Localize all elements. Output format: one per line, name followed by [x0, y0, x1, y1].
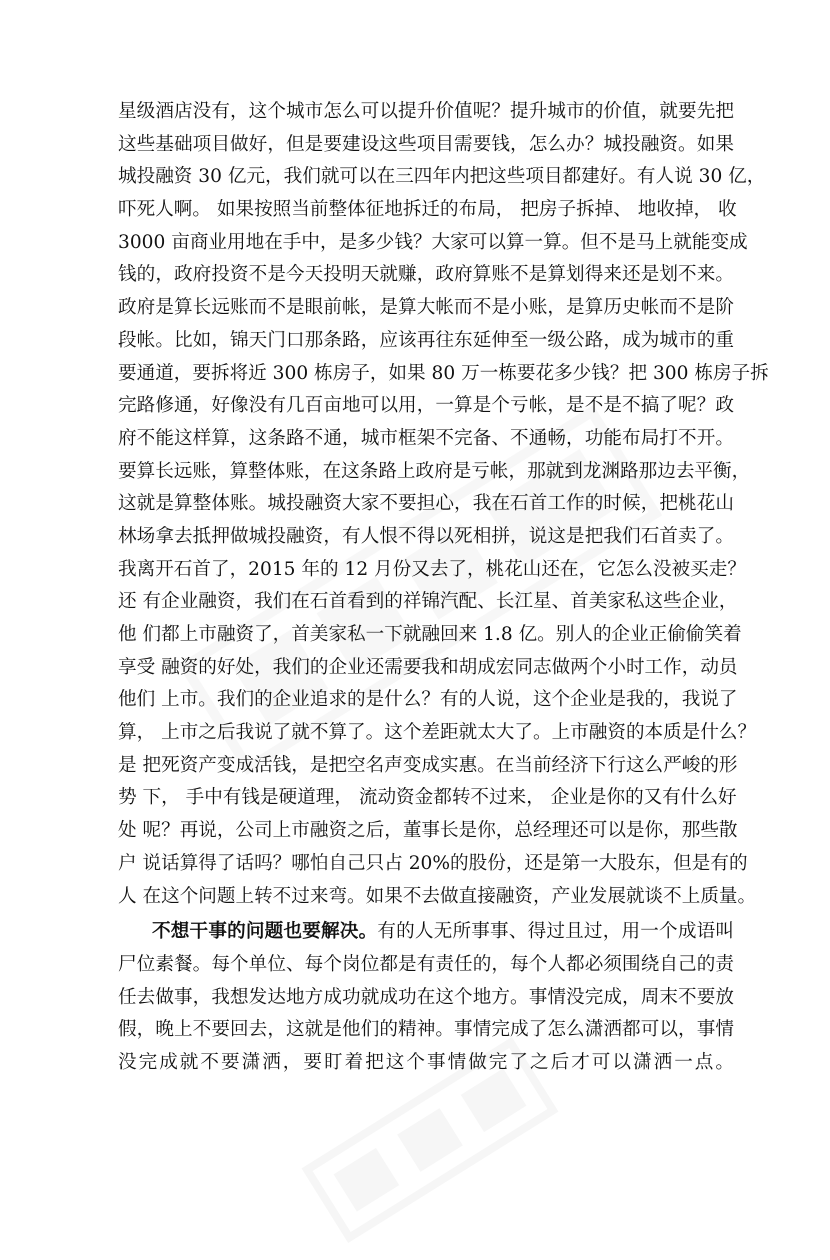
text-line: 没完成就不要潇洒，要盯着把这个事情做完了之后才可以潇洒一点。: [118, 1051, 734, 1073]
text-line: 假，晚上不要回去，这就是他们的精神。事情完成了怎么潇洒都可以，事情: [118, 1019, 734, 1041]
text-line: 这就是算整体账。城投融资大家不要担心，我在石首工作的时候，把桃花山: [118, 493, 734, 515]
text-line: 是 把死资产变成活钱，是把空名声变成实惠。在当前经济下行这么严峻的形: [118, 754, 738, 776]
text-line: 星级酒店没有，这个城市怎么可以提升价值呢？提升城市的价值，就要先把: [118, 101, 734, 122]
text-line: 城投融资 30 亿元，我们就可以在三四年内把这些项目都建好。有人说 30 亿，: [118, 166, 766, 188]
text-line: 完路修通，好像没有几百亩地可以用，一算是个亏帐，是不是不搞了呢？政: [118, 395, 734, 417]
text-line: 任去做事，我想发达地方成功就成功在这个地方。事情没完成，周末不要放: [118, 986, 734, 1008]
text-line: 吓死人啊。 如果按照当前整体征地拆迁的布局， 把房子拆掉、 地收掉， 收: [118, 199, 737, 221]
text-line: 他们 上市。我们的企业追求的是什么？有的人说，这个企业是我的，我说了: [118, 689, 738, 711]
text-line: 要通道，要拆将近 300 栋房子，如果 80 万一栋要花多少钱？把 300 栋房子拆: [118, 362, 769, 384]
text-line: 府不能这样算，这条路不通，城市框架不完备、不通畅，功能布局打不开。: [118, 427, 734, 449]
text-line: 段帐。比如，锦天门口那条路，应该再往东延伸至一级公路，成为城市的重: [118, 329, 734, 351]
text-line: 他 们都上市融资了，首美家私一下就融回来 1.8 亿。别人的企业正偷偷笑着: [118, 624, 742, 645]
text-line: 林场拿去抵押做城投融资，有人恨不得以死相拼，说这是把我们石首卖了。: [118, 525, 734, 547]
text-line: 3000 亩商业用地在手中，是多少钱？大家可以算一算。但不是马上就能变成: [118, 231, 748, 253]
text-line: 算， 上市之后我说了就不算了。这个差距就太大了。上市融资的本质是什么？: [118, 722, 757, 744]
text-line: 尸位素餐。每个单位、每个岗位都是有责任的，每个人都必须围绕自己的责: [118, 953, 734, 975]
text-line: 人 在这个问题上转不过来弯。如果不去做直接融资，产业发展就谈不上质量。: [118, 885, 757, 907]
body-text: [118, 96, 769, 1080]
text-line: 政府是算长远账而不是眼前帐，是算大帐而不是小账，是算历史帐而不是阶: [118, 297, 734, 319]
text-line: 享受 融资的好处，我们的企业还需要我和胡成宏同志做两个小时工作，动员: [118, 656, 738, 678]
text-line: 我离开石首了，2015 年的 12 月份又去了，桃花山还在，它怎么没被买走？: [118, 558, 746, 580]
text-line: 还 有企业融资，我们在石首看到的祥锦汽配、长江星、首美家私这些企业，: [118, 591, 738, 613]
text-line: 要算长远账，算整体账，在这条路上政府是亏帐，那就到龙渊路那边去平衡，: [118, 460, 751, 482]
text-line: 钱的，政府投资不是今天投明天就赚，政府算账不是算划得来还是划不来。: [118, 264, 734, 286]
paragraph-2-first-line: [118, 916, 734, 949]
text-line: 势 下， 手中有钱是硬道理， 流动资金都转不过来， 企业是你的又有什么好: [118, 787, 737, 809]
paragraph-heading: 不想干事的问题也要解决。: [152, 921, 378, 943]
text-line: 这些基础项目做好，但是要建设这些项目需要钱，怎么办？城投融资。如果: [118, 133, 734, 155]
text-line: 处 呢？再说，公司上市融资之后，董事长是你，总经理还可以是你，那些散: [118, 820, 738, 842]
paragraph-first-line-rest: 有的人无所事事、得过且过，用一个成语叫: [377, 921, 734, 943]
text-line: 户 说话算得了话吗？哪怕自己只占 20%的股份，还是第一大股东，但是有的: [118, 852, 748, 874]
